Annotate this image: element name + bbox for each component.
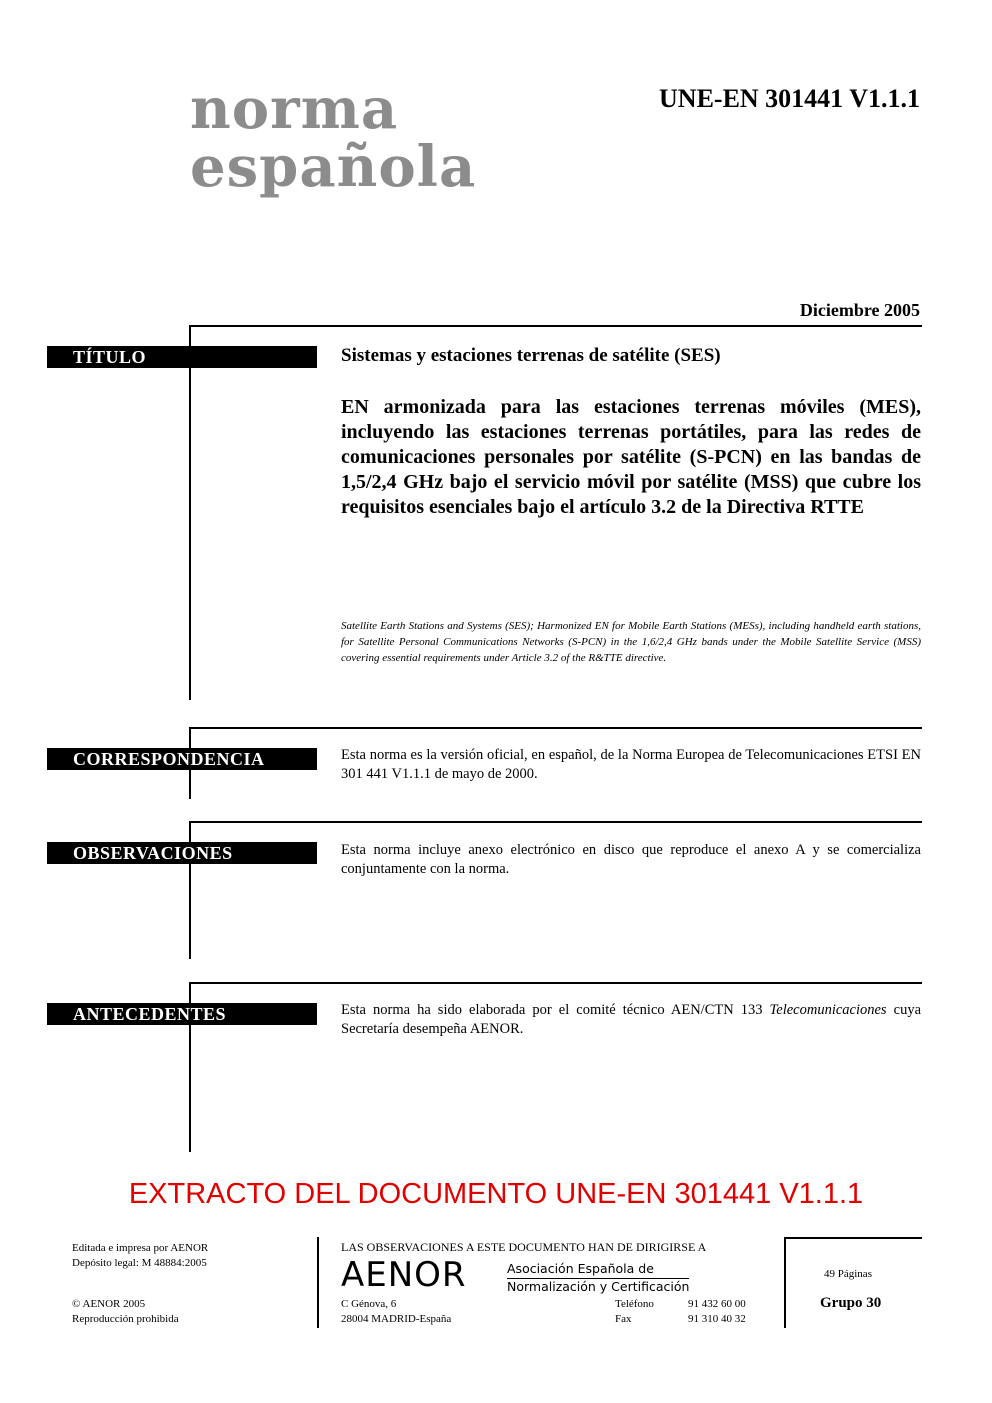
section-rule-titulo [189,325,191,700]
section-divider-titulo [189,325,922,327]
footer-deposit: Depósito legal: M 48884:2005 [72,1257,207,1269]
footer-copyright: © AENOR 2005 [72,1298,146,1310]
standard-code: UNE-EN 301441 V1.1.1 [659,84,920,113]
phone-label: Teléfono [615,1298,654,1310]
phone-value: 91 432 60 00 [688,1298,746,1310]
page-count: 49 Páginas [824,1268,872,1280]
extract-banner: EXTRACTO DEL DOCUMENTO UNE-EN 301441 V1.1.1 [128,1178,864,1210]
brand-line-2: española [190,134,477,200]
antecedentes-text-a: Esta norma ha sido elaborada por el comité técnico AEN/CTN 133 [341,1002,770,1018]
label-titulo: TÍTULO [47,346,317,368]
section-divider-antecedentes [189,982,922,984]
title-sub: EN armonizada para las estaciones terrenas móviles (MES), incluyendo las estaciones terrenas portátiles, para las redes de comunicaciones personales por satélite (S-PCN) en las bandas de 1,5/2,4 GHz bajo el servicio móvil por satélite (MSS) que cubre los requisitos esenciales bajo el artículo 3.2 de la Directiva RTTE [341,396,921,518]
label-observaciones: OBSERVACIONES [47,842,317,864]
section-divider-correspondencia [189,727,922,729]
antecedentes-committee-name: Telecomunicaciones [769,1002,887,1018]
footer-box-top [784,1237,922,1239]
price-group: Grupo 30 [820,1295,882,1311]
section-divider-observaciones [189,821,922,823]
brand-title [190,76,477,200]
aenor-full-name [507,1261,689,1295]
observations-notice: LAS OBSERVACIONES A ESTE DOCUMENTO HAN DE DIRIGIRSE A [341,1240,707,1254]
aenor-logo: AENOR [341,1255,467,1295]
label-correspondencia: CORRESPONDENCIA [47,748,317,770]
publication-date: Diciembre 2005 [799,300,920,320]
observaciones-text: Esta norma incluye anexo electrónico en disco que reproduce el anexo A y se comercializa conjuntamente con la norma. [341,842,921,877]
correspondencia-text: Esta norma es la versión oficial, en español, de la Norma Europea de Telecomunicaciones ETSI EN 301 441 V1.1.1 de mayo de 2000. [341,747,921,782]
fax-label: Fax [615,1313,632,1325]
aenor-name-line-2: Normalización y Certificación [507,1279,690,1294]
footer-reproduction: Reproducción prohibida [72,1313,179,1325]
brand-line-1: norma [190,76,399,142]
footer-divider-right [784,1237,786,1328]
label-antecedentes: ANTECEDENTES [47,1003,317,1025]
footer-divider-left [317,1237,319,1328]
antecedentes-text [341,1001,921,1039]
antecedentes-text-b: cuya Secretaría desempeña AENOR. [341,1002,922,1037]
address-line-1: C Génova, 6 [341,1298,397,1310]
footer-edited: Editada e impresa por AENOR [72,1242,209,1254]
aenor-name-line-1: Asociación Española de [507,1261,689,1279]
title-main: Sistemas y estaciones terrenas de satélite (SES) [341,345,721,366]
fax-value: 91 310 40 32 [688,1313,746,1325]
title-english: Satellite Earth Stations and Systems (SES); Harmonized EN for Mobile Earth Stations (MESs), including handheld earth stations, for Satellite Personal Communications Networks (S-PCN) in the 1,6/2,4 GHz bands under the Mobile Satellite Service (MSS) covering essential requirements under Article 3.2 of the R&TTE directive. [341,620,921,664]
address-line-2: 28004 MADRID-España [341,1313,452,1325]
